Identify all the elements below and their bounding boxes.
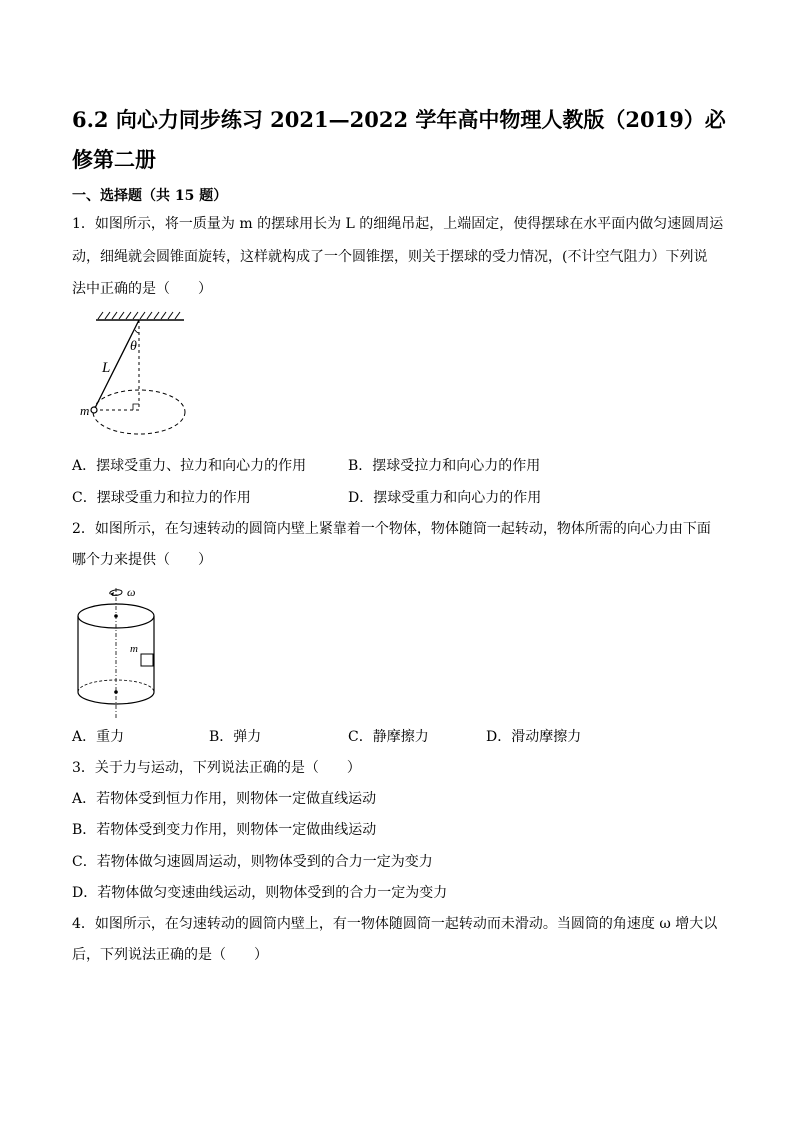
omega-label: ω [127, 585, 136, 599]
q3-option-d: D．若物体做匀变速曲线运动，则物体受到的合力一定为变力 [72, 885, 448, 901]
document-title: 6.2 向心力同步练习 2021—2022 学年高中物理人教版（2019）必修第二册 [72, 107, 726, 172]
length-label: L [102, 360, 111, 376]
q2-option-b: B．弹力 [209, 729, 262, 745]
q2-option-c: C．静摩擦力 [348, 729, 429, 745]
mass-label: m [80, 403, 90, 418]
angle-arc [135, 330, 139, 333]
q2-stem-line-1: 2．如图所示，在匀速转动的圆筒内壁上紧靠着一个物体，物体随筒一起转动，物体所需的向心力由下面 [72, 521, 711, 537]
q1-option-d: D．摆球受重力和向心力的作用 [348, 490, 542, 506]
q2-option-d: D．滑动摩擦力 [486, 729, 582, 745]
ceiling-hatch [96, 312, 184, 320]
q1-option-a: A．摆球受重力、拉力和向心力的作用 [72, 458, 307, 474]
q1-option-b: B．摆球受拉力和向心力的作用 [348, 458, 541, 474]
q4-stem-line-1: 4．如图所示，在匀速转动的圆筒内壁上，有一物体随圆筒一起转动而未滑动。当圆筒的角速度 ω 增大以 [72, 916, 718, 932]
conical-pendulum-figure [80, 308, 200, 443]
section-heading: 一、选择题（共 15 题） [72, 188, 228, 204]
theta-label: θ [130, 339, 137, 354]
q1-stem-line-2: 动，细绳就会圆锥面旋转，这样就构成了一个圆锥摆，则关于摆球的受力情况，(不计空气阻力）下列说 [72, 249, 708, 265]
right-angle-mark [133, 404, 139, 410]
q2-option-a: A．重力 [72, 729, 125, 745]
q4-stem-line-2: 后，下列说法正确的是（ ） [72, 947, 268, 963]
q3-option-a: A．若物体受到恒力作用，则物体一定做直线运动 [72, 791, 377, 807]
pendulum-bob [91, 407, 97, 413]
q2-stem-line-2: 哪个力来提供（ ） [72, 552, 212, 568]
q1-stem-line-3: 法中正确的是（ ） [72, 281, 212, 297]
q1-option-c: C．摆球受重力和拉力的作用 [72, 490, 251, 506]
q3-option-c: C．若物体做匀速圆周运动，则物体受到的合力一定为变力 [72, 854, 433, 870]
mass-label: m [130, 643, 138, 655]
object-block [141, 654, 153, 666]
q3-option-b: B．若物体受到变力作用，则物体一定做曲线运动 [72, 822, 377, 838]
string-line [94, 320, 139, 410]
q1-stem-line-1: 1．如图所示，将一质量为 m 的摆球用长为 L 的细绳吊起，上端固定，使得摆球在水平面内做匀速圆周运 [72, 216, 724, 232]
circular-path-ellipse [93, 390, 185, 434]
q3-stem-line-1: 3．关于力与运动，下列说法正确的是（ ） [72, 760, 361, 776]
rotating-cylinder-figure [72, 584, 162, 724]
